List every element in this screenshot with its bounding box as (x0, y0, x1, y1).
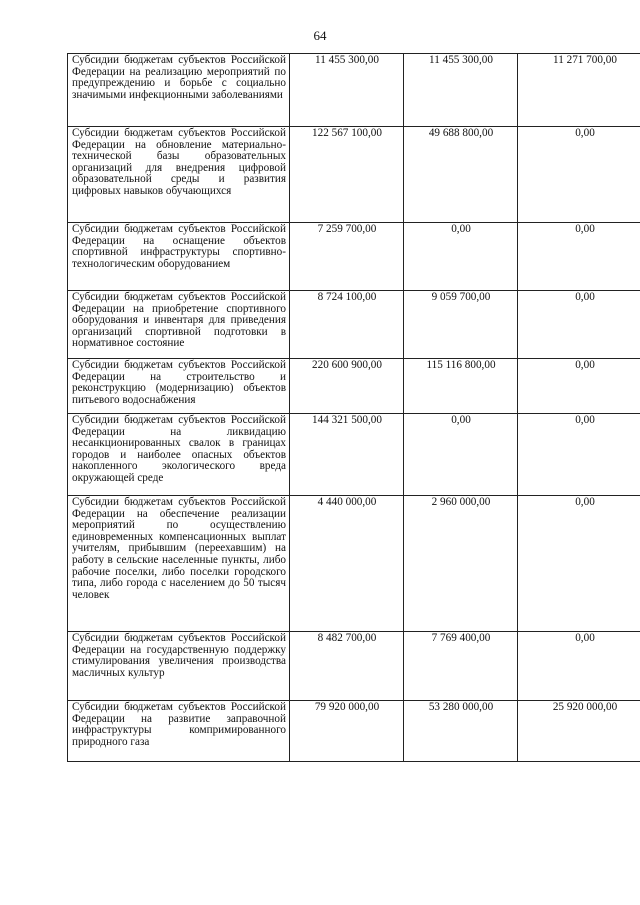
subsidy-description: Субсидии бюджетам субъектов Российской Федерации на государственную поддержку стимулирования увеличения производства масличных культур (68, 632, 290, 701)
amount-column-2: 2 960 000,00 (404, 496, 518, 632)
amount-column-2: 0,00 (404, 223, 518, 291)
subsidy-description: Субсидии бюджетам субъектов Российской Федерации на оснащение объектов спортивной инфраструктуры спортивно-технологическим оборудованием (68, 223, 290, 291)
amount-column-2: 11 455 300,00 (404, 54, 518, 127)
amount-column-3: 0,00 (518, 414, 640, 496)
table-body (68, 54, 640, 762)
amount-column-1: 220 600 900,00 (290, 359, 404, 414)
amount-column-2: 49 688 800,00 (404, 127, 518, 223)
subsidy-description: Субсидии бюджетам субъектов Российской Федерации на реализацию мероприятий по предупреждению и борьбе с социально значимыми инфекционными заболеваниями (68, 54, 290, 127)
amount-column-2: 53 280 000,00 (404, 701, 518, 762)
amount-column-3: 25 920 000,00 (518, 701, 640, 762)
table-row (68, 701, 640, 762)
amount-column-1: 8 482 700,00 (290, 632, 404, 701)
amount-column-1: 144 321 500,00 (290, 414, 404, 496)
amount-column-2: 9 059 700,00 (404, 291, 518, 359)
table-row (68, 54, 640, 127)
subsidy-description: Субсидии бюджетам субъектов Российской Федерации на строительство и реконструкцию (модернизацию) объектов питьевого водоснабжения (68, 359, 290, 414)
amount-column-1: 122 567 100,00 (290, 127, 404, 223)
subsidies-table (67, 53, 640, 762)
amount-column-1: 4 440 000,00 (290, 496, 404, 632)
amount-column-3: 0,00 (518, 223, 640, 291)
page-number: 64 (313, 28, 327, 43)
table-row (68, 223, 640, 291)
subsidy-description: Субсидии бюджетам субъектов Российской Федерации на обновление материально-технической базы образовательных организаций для внедрения цифровой образовательной среды и развития цифровых навыков обучающихся (68, 127, 290, 223)
amount-column-3: 0,00 (518, 632, 640, 701)
table-row (68, 414, 640, 496)
amount-column-3: 0,00 (518, 291, 640, 359)
table-row (68, 127, 640, 223)
amount-column-3: 0,00 (518, 496, 640, 632)
subsidy-description: Субсидии бюджетам субъектов Российской Федерации на приобретение спортивного оборудования и инвентаря для приведения организаций спортивной подготовки в нормативное состояние (68, 291, 290, 359)
amount-column-2: 7 769 400,00 (404, 632, 518, 701)
table-row (68, 632, 640, 701)
amount-column-2: 115 116 800,00 (404, 359, 518, 414)
amount-column-1: 8 724 100,00 (290, 291, 404, 359)
amount-column-3: 0,00 (518, 127, 640, 223)
amount-column-1: 11 455 300,00 (290, 54, 404, 127)
amount-column-1: 79 920 000,00 (290, 701, 404, 762)
table-row (68, 359, 640, 414)
amount-column-1: 7 259 700,00 (290, 223, 404, 291)
amount-column-3: 0,00 (518, 359, 640, 414)
table-row (68, 496, 640, 632)
amount-column-3: 11 271 700,00 (518, 54, 640, 127)
table-row (68, 291, 640, 359)
subsidy-description: Субсидии бюджетам субъектов Российской Федерации на обеспечение реализации мероприятий по осуществлению единовременных компенсационных выплат учителям, прибывшим (переехавшим) на работу в сельские населенные пункты, либо рабочие поселки, либо поселки городского типа, либо города с населением до 50 тысяч человек (68, 496, 290, 632)
subsidy-description: Субсидии бюджетам субъектов Российской Федерации на развитие заправочной инфраструктуры компримированного природного газа (68, 701, 290, 762)
subsidy-description: Субсидии бюджетам субъектов Российской Федерации на ликвидацию несанкционированных свалок в границах городов и наиболее опасных объектов накопленного экологического вреда окружающей среде (68, 414, 290, 496)
amount-column-2: 0,00 (404, 414, 518, 496)
